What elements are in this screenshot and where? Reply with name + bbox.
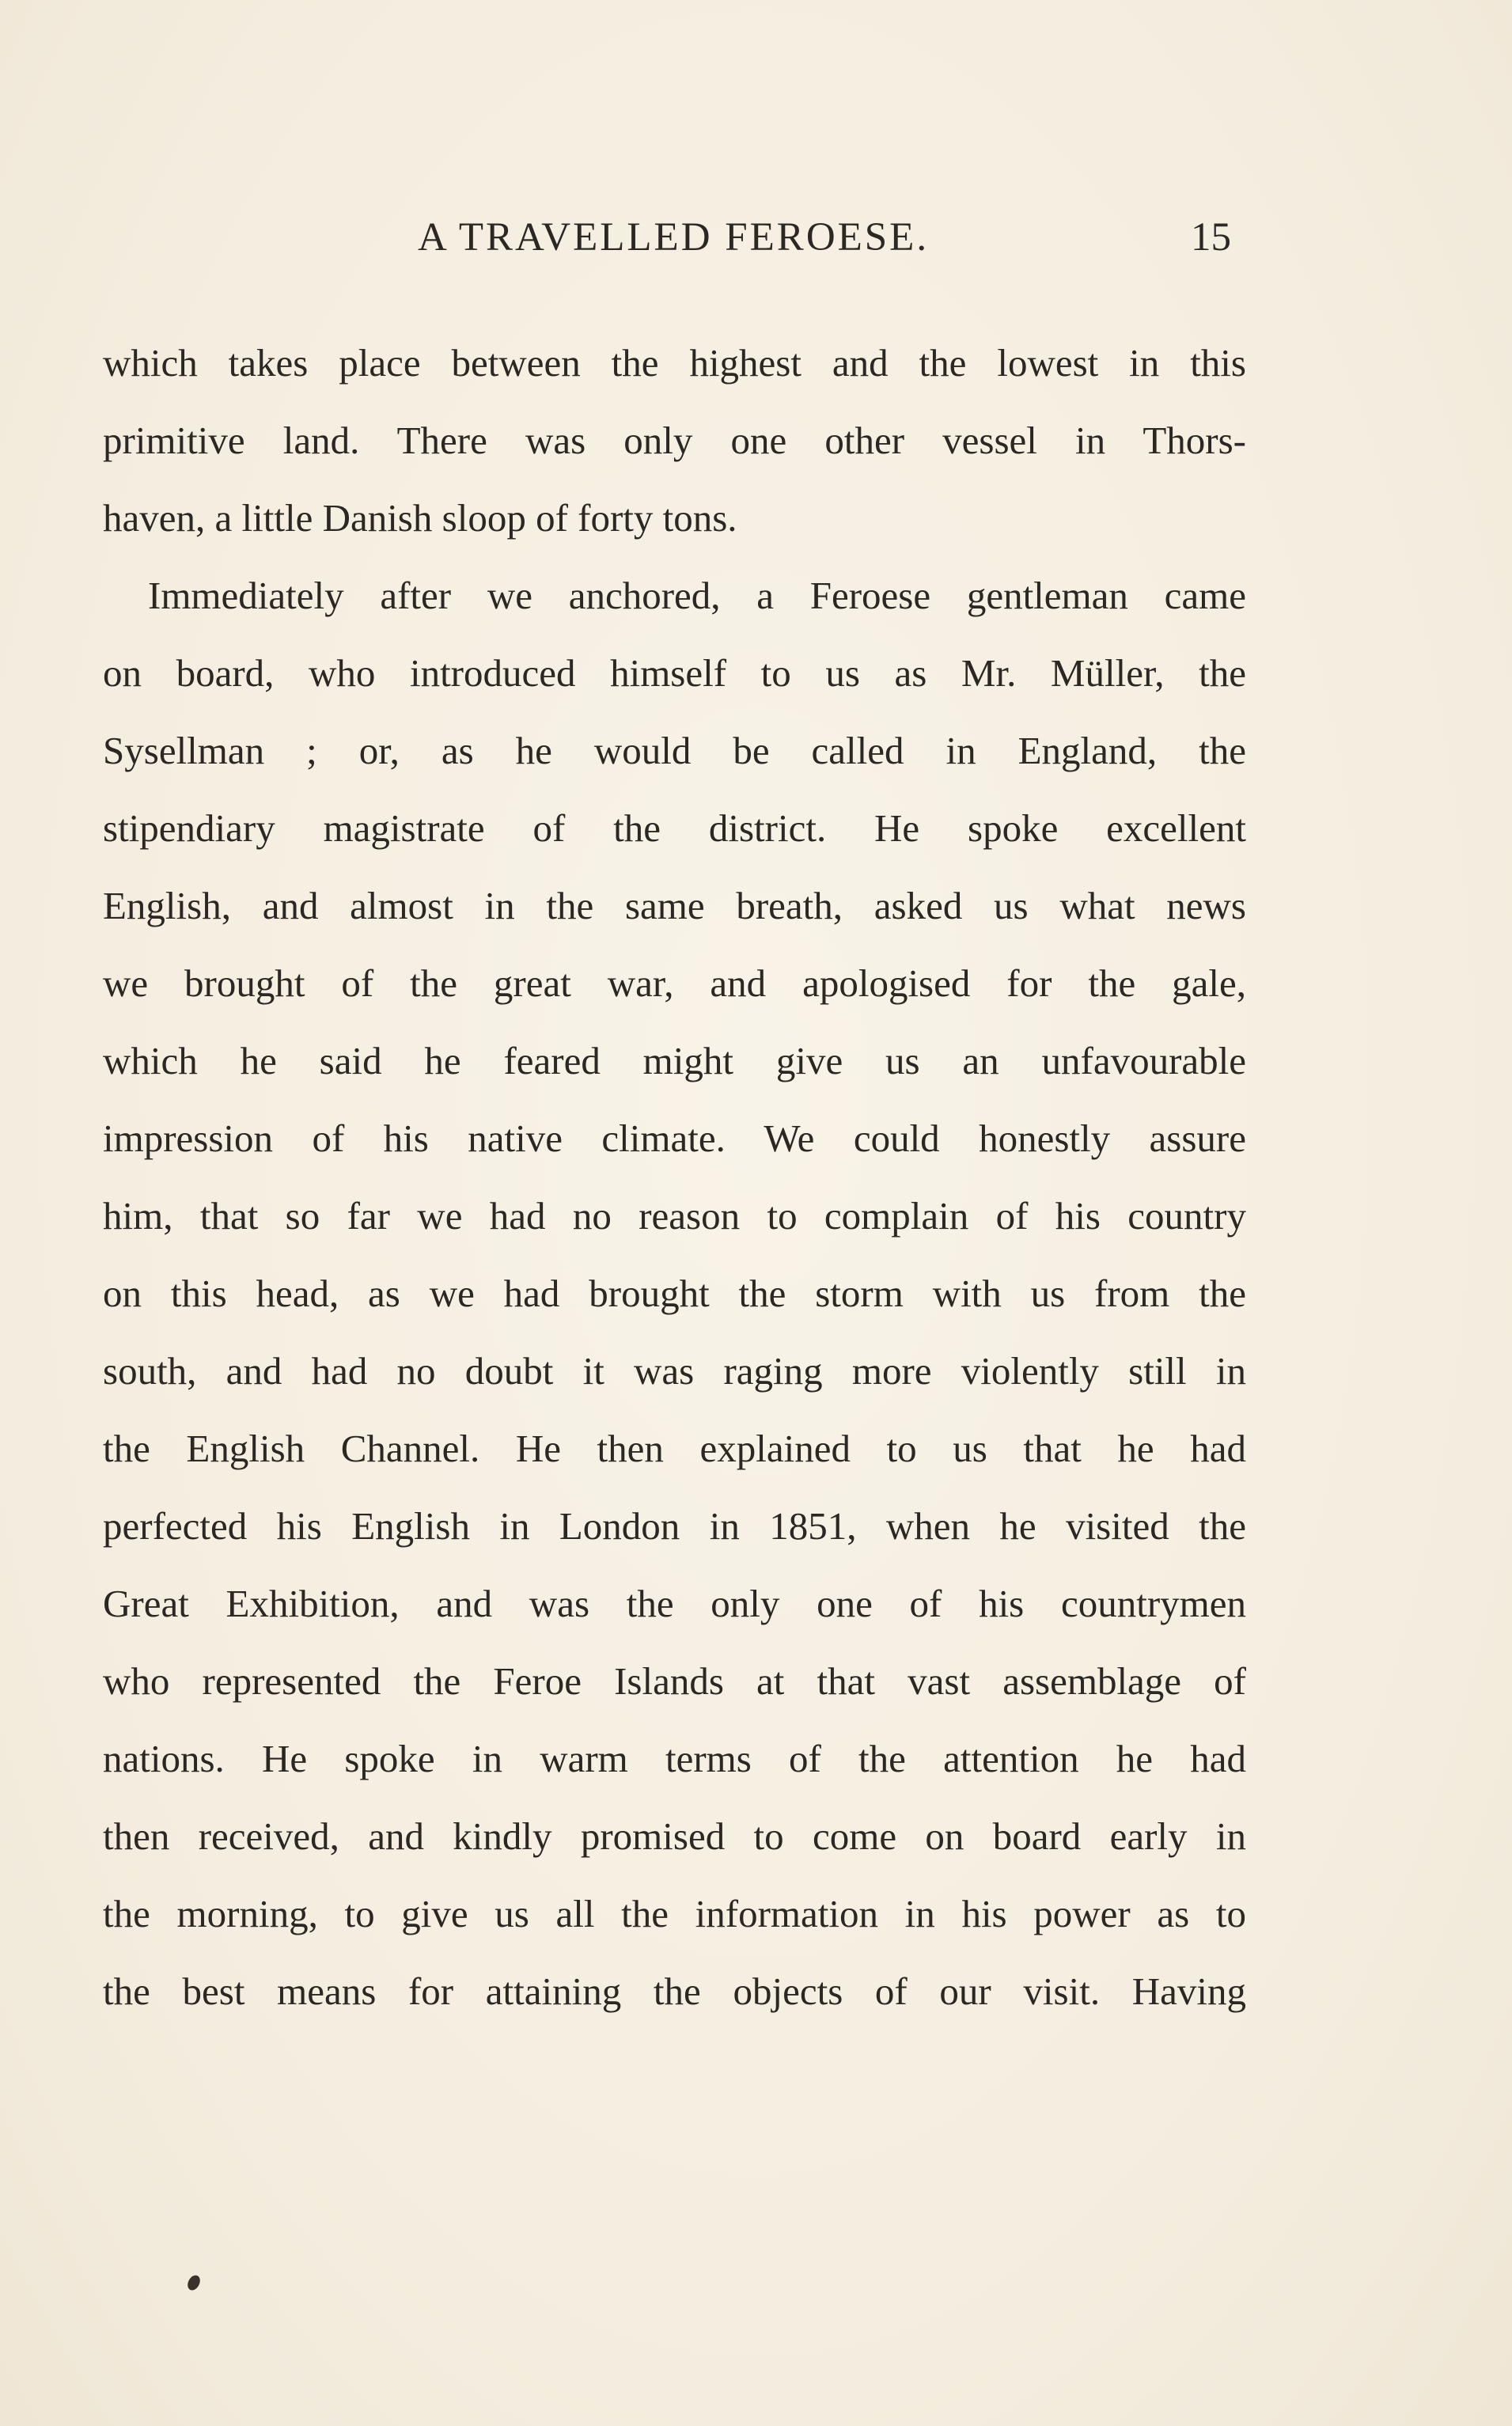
text-line: primitive land. There was only one other vessel in Thors-: [103, 419, 1246, 462]
text-line: south, and had no doubt it was raging more violently still in: [103, 1349, 1246, 1393]
text-line: which he said he feared might give us an unfavourable: [103, 1039, 1246, 1082]
text-line: on board, who introduced himself to us as Mr. Müller, the: [103, 651, 1246, 695]
text-line: the morning, to give us all the information in his power as to: [103, 1892, 1246, 1935]
text-line: on this head, as we had brought the storm with us from the: [103, 1272, 1246, 1315]
paragraph-first-line: Immediately after we anchored, a Feroese gentleman came: [148, 574, 1246, 617]
body-text: [103, 324, 1246, 2030]
text-line: which takes place between the highest and the lowest in this: [103, 341, 1246, 385]
running-title: A TRAVELLED FEROESE.: [418, 215, 930, 260]
text-line: nations. He spoke in warm terms of the attention he had: [103, 1737, 1246, 1780]
text-line: Great Exhibition, and was the only one of his countrymen: [103, 1582, 1246, 1625]
text-line: who represented the Feroe Islands at that vast assemblage of: [103, 1659, 1246, 1703]
text-line: the English Channel. He then explained to us that he had: [103, 1427, 1246, 1470]
running-head: [0, 210, 1512, 265]
text-line: him, that so far we had no reason to complain of his country: [103, 1194, 1246, 1238]
text-line: we brought of the great war, and apologised for the gale,: [103, 961, 1246, 1005]
text-line: Sysellman ; or, as he would be called in England, the: [103, 729, 1246, 772]
text-line: haven, a little Danish sloop of forty tons.: [103, 496, 737, 540]
text-line: then received, and kindly promised to come on board early in: [103, 1814, 1246, 1858]
text-line: the best means for attaining the objects of our visit. Having: [103, 1969, 1246, 2013]
ink-blot-mark: [185, 2273, 203, 2292]
page-number: 15: [1191, 215, 1231, 260]
text-line: impression of his native climate. We could honestly assure: [103, 1116, 1246, 1160]
text-line: perfected his English in London in 1851, when he visited the: [103, 1504, 1246, 1548]
text-line: stipendiary magistrate of the district. He spoke excellent: [103, 806, 1246, 850]
text-line: English, and almost in the same breath, asked us what news: [103, 884, 1246, 927]
